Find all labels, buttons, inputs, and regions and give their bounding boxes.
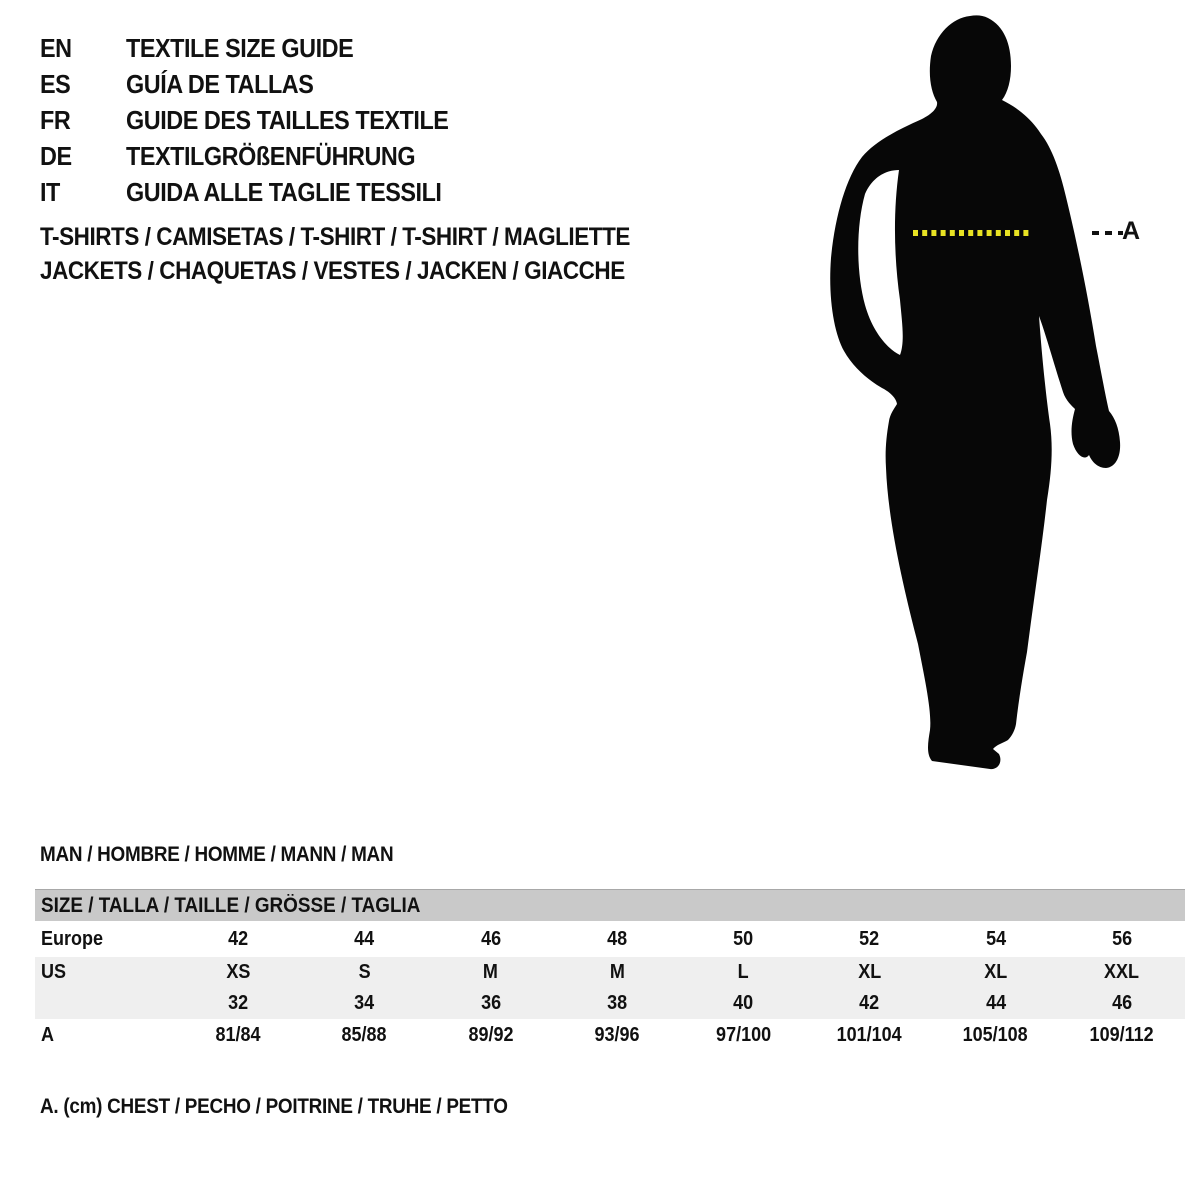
measure-legend: A. (cm) CHEST / PECHO / POITRINE / TRUHE / PETTO <box>40 1095 508 1118</box>
row-label: US <box>41 961 67 983</box>
language-row-de <box>40 138 484 174</box>
size-value: 97/100 <box>715 1024 771 1046</box>
table-row-chest-cm <box>35 1019 1185 1052</box>
size-value: 89/92 <box>468 1024 514 1046</box>
size-value: 44 <box>354 927 375 950</box>
language-row-it <box>40 174 484 210</box>
size-value: 46 <box>1111 992 1132 1014</box>
size-value: 109/112 <box>1089 1024 1154 1046</box>
man-silhouette <box>830 15 1120 769</box>
size-value: 105/108 <box>963 1024 1029 1046</box>
language-row-en <box>40 30 484 66</box>
guide-title: GUIDE DES TAILLES TEXTILE <box>126 105 449 135</box>
size-value: XXL <box>1104 961 1140 983</box>
language-code: FR <box>40 105 71 135</box>
size-value: 40 <box>733 992 754 1014</box>
measure-label-a: A <box>1122 217 1141 245</box>
row-label: A <box>41 1024 55 1046</box>
size-value: 85/88 <box>341 1024 387 1046</box>
size-value: XL <box>857 961 881 983</box>
size-value: 54 <box>985 927 1006 950</box>
language-row-fr <box>40 102 484 138</box>
size-value: 42 <box>859 992 880 1014</box>
language-code: DE <box>40 141 72 171</box>
size-table <box>35 921 1185 1052</box>
size-value: 81/84 <box>215 1024 261 1046</box>
size-value: M <box>483 961 499 983</box>
guide-title: TEXTILE SIZE GUIDE <box>126 33 354 63</box>
size-value: 48 <box>606 927 627 950</box>
size-value: 36 <box>480 992 501 1014</box>
product-line-jackets: JACKETS / CHAQUETAS / VESTES / JACKEN / GIACCHE <box>40 257 625 285</box>
size-value: S <box>358 961 371 983</box>
size-value: L <box>737 961 749 983</box>
size-value: 42 <box>228 927 249 950</box>
size-value: M <box>609 961 625 983</box>
language-code: IT <box>40 177 60 207</box>
row-label: Europe <box>41 927 104 950</box>
product-line-tshirts: T-SHIRTS / CAMISETAS / T-SHIRT / T-SHIRT / MAGLIETTE <box>40 223 630 251</box>
guide-title: GUÍA DE TALLAS <box>126 69 314 99</box>
guide-title: GUIDA ALLE TAGLIE TESSILI <box>126 177 442 207</box>
table-row-europe <box>35 921 1185 957</box>
size-value: XS <box>226 961 251 983</box>
man-figure-illustration <box>820 0 1200 800</box>
size-value: 46 <box>480 927 501 950</box>
table-row-numeric <box>35 988 1185 1019</box>
size-table-header-label: SIZE / TALLA / TAILLE / GRÖSSE / TAGLIA <box>41 894 421 917</box>
language-code: ES <box>40 69 71 99</box>
size-value: 93/96 <box>594 1024 640 1046</box>
size-value: 34 <box>354 992 375 1014</box>
size-value: 52 <box>859 927 880 950</box>
size-value: XL <box>984 961 1008 983</box>
section-title-man: MAN / HOMBRE / HOMME / MANN / MAN <box>40 843 394 866</box>
size-value: 32 <box>228 992 249 1014</box>
size-table-header-bar <box>35 889 1185 921</box>
size-value: 50 <box>733 927 754 950</box>
product-types <box>40 220 695 288</box>
size-value: 101/104 <box>836 1024 902 1046</box>
size-value: 44 <box>985 992 1006 1014</box>
language-code: EN <box>40 33 72 63</box>
size-value: 56 <box>1111 927 1132 950</box>
guide-title: TEXTILGRÖßENFÜHRUNG <box>126 141 416 171</box>
language-title-list <box>40 30 484 210</box>
language-row-es <box>40 66 484 102</box>
table-row-us <box>35 957 1185 988</box>
size-value: 38 <box>606 992 627 1014</box>
